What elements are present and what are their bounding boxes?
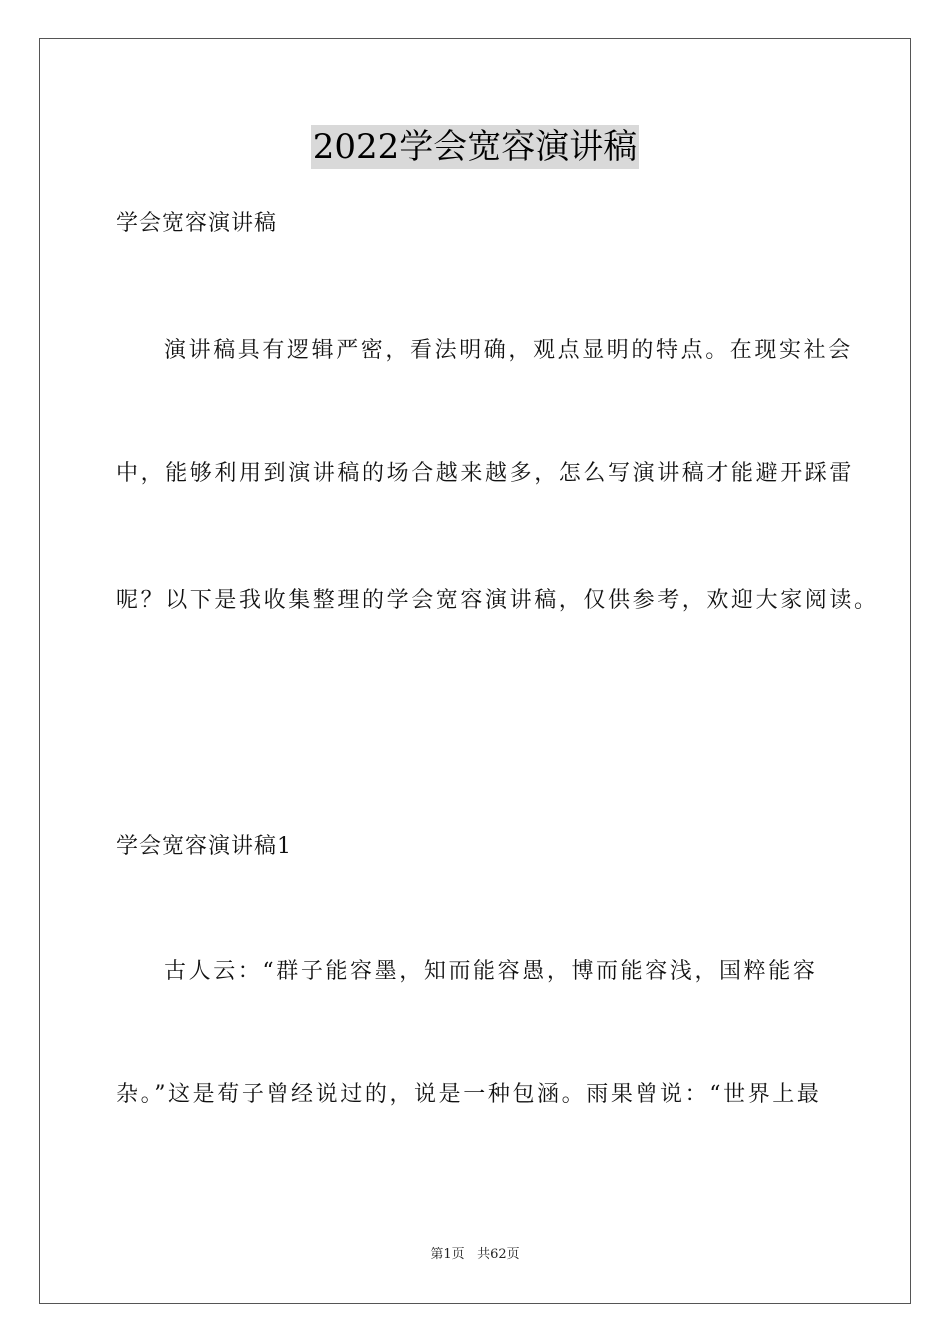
body-line-1: 古人云：“群子能容墨，知而能容愚，博而能容浅，国粹能容 [164,959,818,984]
document-subtitle: 学会宽容演讲稿 [116,211,278,236]
section-heading: 学会宽容演讲稿1 [116,834,292,859]
intro-line-3: 呢？以下是我收集整理的学会宽容演讲稿，仅供参考，欢迎大家阅读。 [116,588,879,613]
body-line-2: 杂。”这是荀子曾经说过的，说是一种包涵。雨果曾说：“世界上最 [116,1082,822,1107]
page-footer [0,1246,950,1264]
intro-line-2: 中，能够利用到演讲稿的场合越来越多，怎么写演讲稿才能避开踩雷 [116,461,855,486]
current-page-label: 第1页 [430,1247,465,1262]
total-pages-label: 共62页 [477,1247,520,1262]
title-container [0,125,950,169]
intro-line-1: 演讲稿具有逻辑严密，看法明确，观点显明的特点。在现实社会 [164,338,853,363]
document-title: 2022学会宽容演讲稿 [312,127,638,167]
